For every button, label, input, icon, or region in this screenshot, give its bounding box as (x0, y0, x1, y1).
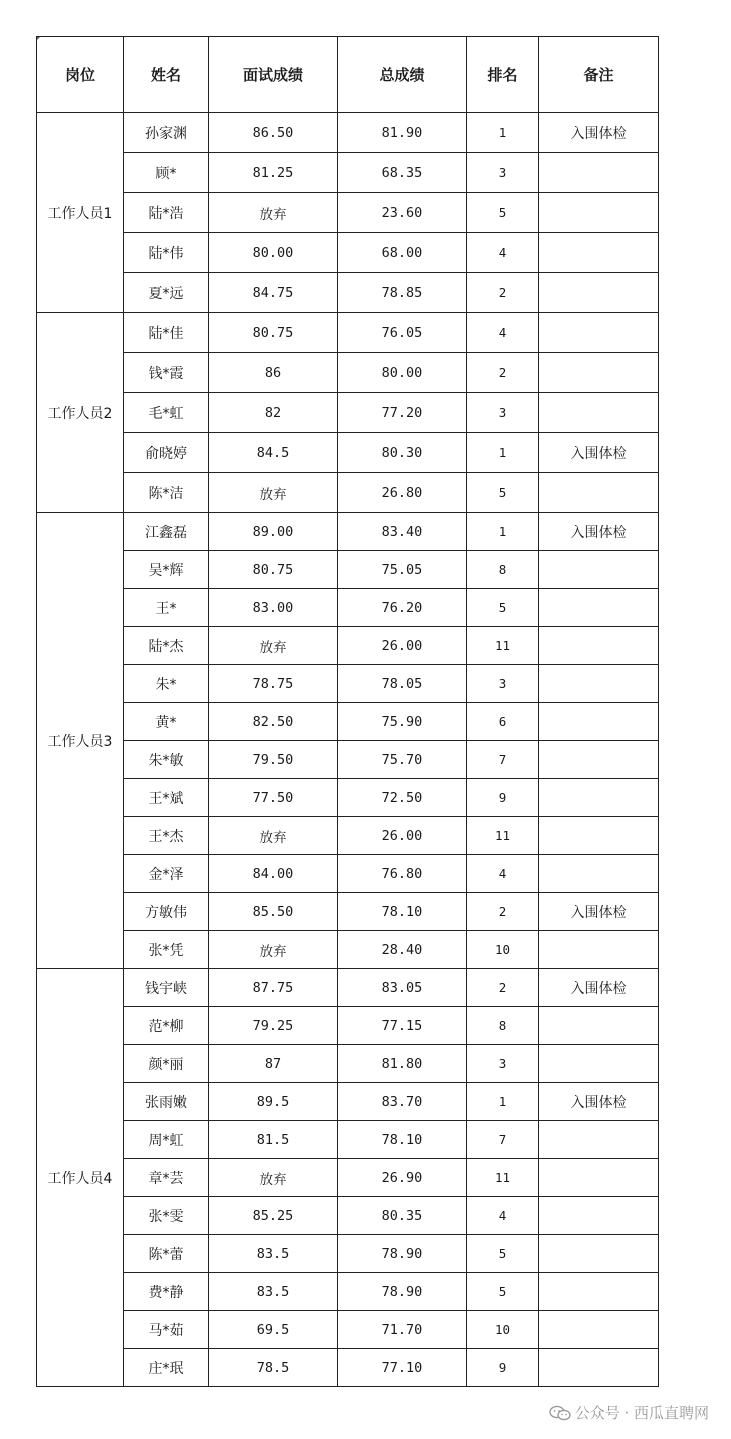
note-cell (539, 627, 659, 665)
total-score-cell: 77.15 (338, 1007, 467, 1045)
rank-cell: 2 (467, 273, 539, 313)
table-row (37, 353, 659, 393)
rank-cell: 5 (467, 1235, 539, 1273)
note-cell: 入围体检 (539, 1083, 659, 1121)
table-row (37, 393, 659, 433)
name-cell: 孙家渊 (124, 113, 209, 153)
name-cell: 吴*辉 (124, 551, 209, 589)
interview-score-cell: 80.00 (209, 233, 338, 273)
note-cell: 入围体检 (539, 433, 659, 473)
name-cell: 钱*霞 (124, 353, 209, 393)
rank-cell: 4 (467, 233, 539, 273)
rank-cell: 7 (467, 741, 539, 779)
note-cell (539, 273, 659, 313)
table-row (37, 627, 659, 665)
rank-cell: 3 (467, 393, 539, 433)
table-row (37, 433, 659, 473)
note-cell (539, 779, 659, 817)
watermark-text: 公众号 · 西瓜直聘网 (574, 1404, 709, 1422)
name-cell: 朱* (124, 665, 209, 703)
table-row (37, 513, 659, 551)
rank-cell: 1 (467, 113, 539, 153)
name-cell: 张*凭 (124, 931, 209, 969)
rank-cell: 3 (467, 153, 539, 193)
total-score-cell: 80.35 (338, 1197, 467, 1235)
total-score-cell: 78.05 (338, 665, 467, 703)
total-score-cell: 26.90 (338, 1159, 467, 1197)
rank-cell: 8 (467, 551, 539, 589)
note-cell (539, 1007, 659, 1045)
interview-score-cell: 放弃 (209, 931, 338, 969)
note-cell (539, 193, 659, 233)
total-score-cell: 83.40 (338, 513, 467, 551)
rank-cell: 3 (467, 665, 539, 703)
rank-cell: 4 (467, 855, 539, 893)
rank-cell: 6 (467, 703, 539, 741)
interview-score-cell: 78.75 (209, 665, 338, 703)
note-cell (539, 473, 659, 513)
name-cell: 俞晓婷 (124, 433, 209, 473)
rank-cell: 1 (467, 1083, 539, 1121)
name-cell: 陈*洁 (124, 473, 209, 513)
total-score-cell: 78.10 (338, 893, 467, 931)
interview-score-cell: 放弃 (209, 1159, 338, 1197)
header-row (37, 37, 659, 113)
note-cell (539, 1159, 659, 1197)
name-cell: 毛*虹 (124, 393, 209, 433)
table-row (37, 969, 659, 1007)
table-row (37, 893, 659, 931)
interview-score-cell: 83.5 (209, 1235, 338, 1273)
interview-score-cell: 83.5 (209, 1273, 338, 1311)
total-score-cell: 78.85 (338, 273, 467, 313)
total-score-cell: 75.05 (338, 551, 467, 589)
interview-score-cell: 80.75 (209, 551, 338, 589)
total-score-cell: 81.90 (338, 113, 467, 153)
total-score-cell: 77.10 (338, 1349, 467, 1387)
interview-score-cell: 放弃 (209, 473, 338, 513)
total-score-cell: 23.60 (338, 193, 467, 233)
interview-score-cell: 85.50 (209, 893, 338, 931)
interview-score-cell: 81.25 (209, 153, 338, 193)
note-cell (539, 233, 659, 273)
total-score-cell: 81.80 (338, 1045, 467, 1083)
name-cell: 张*雯 (124, 1197, 209, 1235)
rank-cell: 4 (467, 313, 539, 353)
table-body (37, 113, 659, 1387)
note-cell (539, 393, 659, 433)
interview-score-cell: 放弃 (209, 193, 338, 233)
total-score-cell: 78.10 (338, 1121, 467, 1159)
name-cell: 钱宇峡 (124, 969, 209, 1007)
rank-cell: 4 (467, 1197, 539, 1235)
interview-score-cell: 80.75 (209, 313, 338, 353)
table-row (37, 313, 659, 353)
header-total-score: 总成绩 (338, 37, 467, 113)
table-row (37, 1083, 659, 1121)
name-cell: 颜*丽 (124, 1045, 209, 1083)
name-cell: 费*静 (124, 1273, 209, 1311)
table-row (37, 473, 659, 513)
table-row (37, 273, 659, 313)
table-row (37, 1311, 659, 1349)
table-row (37, 779, 659, 817)
total-score-cell: 83.05 (338, 969, 467, 1007)
name-cell: 庄*珉 (124, 1349, 209, 1387)
total-score-cell: 26.00 (338, 817, 467, 855)
interview-score-cell: 82 (209, 393, 338, 433)
interview-score-cell: 放弃 (209, 817, 338, 855)
total-score-cell: 77.20 (338, 393, 467, 433)
note-cell: 入围体检 (539, 969, 659, 1007)
rank-cell: 3 (467, 1045, 539, 1083)
note-cell (539, 931, 659, 969)
rank-cell: 1 (467, 513, 539, 551)
table-row (37, 1121, 659, 1159)
rank-cell: 5 (467, 193, 539, 233)
wechat-icon (549, 1405, 571, 1421)
header-name: 姓名 (124, 37, 209, 113)
name-cell: 范*柳 (124, 1007, 209, 1045)
rank-cell: 5 (467, 473, 539, 513)
name-cell: 陆*杰 (124, 627, 209, 665)
name-cell: 王* (124, 589, 209, 627)
position-cell: 工作人员1 (37, 113, 124, 313)
total-score-cell: 78.90 (338, 1273, 467, 1311)
total-score-cell: 71.70 (338, 1311, 467, 1349)
table-row (37, 233, 659, 273)
total-score-cell: 80.30 (338, 433, 467, 473)
total-score-cell: 75.90 (338, 703, 467, 741)
rank-cell: 9 (467, 779, 539, 817)
note-cell (539, 1121, 659, 1159)
table-row (37, 1007, 659, 1045)
name-cell: 顾* (124, 153, 209, 193)
name-cell: 金*泽 (124, 855, 209, 893)
rank-cell: 5 (467, 589, 539, 627)
table-row (37, 703, 659, 741)
interview-score-cell: 79.25 (209, 1007, 338, 1045)
interview-score-cell: 84.5 (209, 433, 338, 473)
name-cell: 方敏伟 (124, 893, 209, 931)
rank-cell: 2 (467, 969, 539, 1007)
note-cell (539, 1235, 659, 1273)
table-row (37, 1273, 659, 1311)
table-row (37, 153, 659, 193)
name-cell: 黄* (124, 703, 209, 741)
name-cell: 夏*远 (124, 273, 209, 313)
table-row (37, 589, 659, 627)
table-row (37, 113, 659, 153)
rank-cell: 2 (467, 893, 539, 931)
interview-score-cell: 87.75 (209, 969, 338, 1007)
total-score-cell: 76.80 (338, 855, 467, 893)
total-score-cell: 76.05 (338, 313, 467, 353)
name-cell: 张雨嫩 (124, 1083, 209, 1121)
note-cell (539, 703, 659, 741)
interview-score-cell: 82.50 (209, 703, 338, 741)
table-row (37, 1045, 659, 1083)
interview-score-cell: 放弃 (209, 627, 338, 665)
rank-cell: 7 (467, 1121, 539, 1159)
table-row (37, 931, 659, 969)
table-row (37, 1349, 659, 1387)
interview-score-cell: 86.50 (209, 113, 338, 153)
name-cell: 江鑫磊 (124, 513, 209, 551)
note-cell (539, 1045, 659, 1083)
note-cell (539, 665, 659, 703)
note-cell: 入围体检 (539, 893, 659, 931)
rank-cell: 9 (467, 1349, 539, 1387)
total-score-cell: 68.35 (338, 153, 467, 193)
interview-score-cell: 78.5 (209, 1349, 338, 1387)
total-score-cell: 75.70 (338, 741, 467, 779)
name-cell: 马*茹 (124, 1311, 209, 1349)
interview-score-cell: 79.50 (209, 741, 338, 779)
table-row (37, 1197, 659, 1235)
note-cell (539, 551, 659, 589)
note-cell (539, 855, 659, 893)
position-cell: 工作人员2 (37, 313, 124, 513)
total-score-cell: 83.70 (338, 1083, 467, 1121)
name-cell: 王*杰 (124, 817, 209, 855)
name-cell: 朱*敏 (124, 741, 209, 779)
watermark (549, 1402, 709, 1423)
interview-score-cell: 87 (209, 1045, 338, 1083)
table-row (37, 855, 659, 893)
name-cell: 陆*伟 (124, 233, 209, 273)
note-cell (539, 1273, 659, 1311)
rank-cell: 1 (467, 433, 539, 473)
rank-cell: 11 (467, 1159, 539, 1197)
note-cell: 入围体检 (539, 513, 659, 551)
name-cell: 陆*佳 (124, 313, 209, 353)
name-cell: 周*虹 (124, 1121, 209, 1159)
total-score-cell: 72.50 (338, 779, 467, 817)
interview-score-cell: 81.5 (209, 1121, 338, 1159)
table-row (37, 817, 659, 855)
rank-cell: 11 (467, 627, 539, 665)
interview-score-cell: 89.00 (209, 513, 338, 551)
name-cell: 章*芸 (124, 1159, 209, 1197)
table-row (37, 741, 659, 779)
header-rank: 排名 (467, 37, 539, 113)
interview-score-cell: 77.50 (209, 779, 338, 817)
interview-score-cell: 84.00 (209, 855, 338, 893)
position-cell: 工作人员4 (37, 969, 124, 1387)
rank-cell: 10 (467, 931, 539, 969)
note-cell (539, 153, 659, 193)
note-cell (539, 313, 659, 353)
note-cell (539, 1349, 659, 1387)
interview-score-cell: 69.5 (209, 1311, 338, 1349)
total-score-cell: 28.40 (338, 931, 467, 969)
total-score-cell: 26.80 (338, 473, 467, 513)
table-row (37, 1235, 659, 1273)
rank-cell: 5 (467, 1273, 539, 1311)
note-cell (539, 817, 659, 855)
interview-score-cell: 86 (209, 353, 338, 393)
header-position: 岗位 (37, 37, 124, 113)
results-table (36, 36, 659, 1387)
position-cell: 工作人员3 (37, 513, 124, 969)
note-cell (539, 353, 659, 393)
note-cell: 入围体检 (539, 113, 659, 153)
total-score-cell: 26.00 (338, 627, 467, 665)
note-cell (539, 589, 659, 627)
interview-score-cell: 85.25 (209, 1197, 338, 1235)
name-cell: 陈*蕾 (124, 1235, 209, 1273)
interview-score-cell: 84.75 (209, 273, 338, 313)
header-note: 备注 (539, 37, 659, 113)
rank-cell: 8 (467, 1007, 539, 1045)
total-score-cell: 78.90 (338, 1235, 467, 1273)
total-score-cell: 68.00 (338, 233, 467, 273)
total-score-cell: 76.20 (338, 589, 467, 627)
rank-cell: 11 (467, 817, 539, 855)
interview-score-cell: 83.00 (209, 589, 338, 627)
table-row (37, 193, 659, 233)
rank-cell: 2 (467, 353, 539, 393)
interview-score-cell: 89.5 (209, 1083, 338, 1121)
name-cell: 陆*浩 (124, 193, 209, 233)
note-cell (539, 1197, 659, 1235)
name-cell: 王*斌 (124, 779, 209, 817)
table-row (37, 665, 659, 703)
note-cell (539, 1311, 659, 1349)
total-score-cell: 80.00 (338, 353, 467, 393)
table-row (37, 1159, 659, 1197)
header-interview-score: 面试成绩 (209, 37, 338, 113)
note-cell (539, 741, 659, 779)
rank-cell: 10 (467, 1311, 539, 1349)
table-row (37, 551, 659, 589)
